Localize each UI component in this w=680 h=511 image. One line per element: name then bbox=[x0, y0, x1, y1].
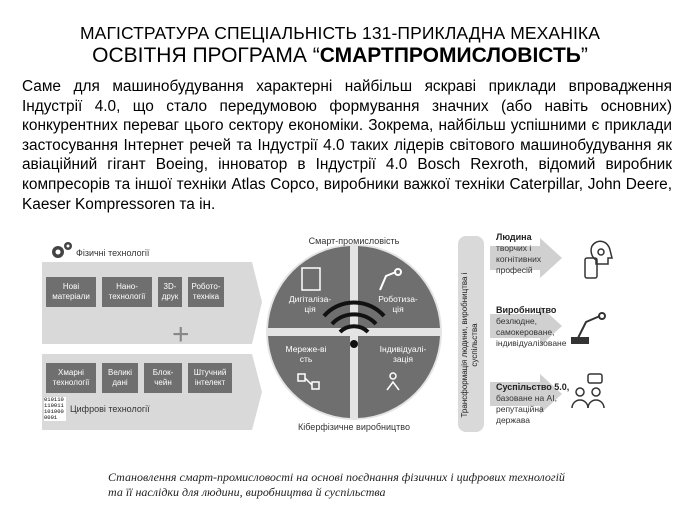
outcome-desc-line: самокероване, bbox=[496, 327, 555, 337]
digital-item: Хмарні технології bbox=[46, 363, 96, 393]
outcome-desc-line: професій bbox=[496, 265, 533, 275]
physical-item: 3D-друк bbox=[158, 277, 182, 307]
people-chat-icon bbox=[572, 374, 604, 408]
binary-code-icon: 010110 110011 101000 0001 bbox=[44, 397, 66, 421]
quadrant-label: Дигіталіза-ція bbox=[288, 294, 332, 314]
outcome-desc-line: когнітивних bbox=[496, 254, 542, 264]
body-paragraph: Саме для машинобудування характерні найбільш яскраві приклади впровадження Індустрії 4.0, що стало передумовою формування значних (або навіть основних) конкурентних переваг цього сектору економіки. Зокрема, найбільш успішними є приклади застосування Інтернет речей та Індустрії 4.0 таких лідерів світового машинобудування як авіаційний гігант Boeing, інноватор в Індустрії 4.0 Bosch Rexroth, відомий виробник компресорів та іншої техніки Atlas Copco, виробники важкої техніки Caterpillar, John Deere, Kaeser Kompressoren та ін. bbox=[22, 78, 672, 213]
smart-industry-figure bbox=[40, 232, 680, 468]
physical-item: Нові матеріали bbox=[46, 277, 96, 307]
smartphone-icon bbox=[585, 258, 597, 278]
digital-item: Штучний інтелект bbox=[188, 363, 232, 393]
outcome-desc-line: безлюдне, bbox=[496, 316, 538, 326]
outcome-desc-line: індивідуалізоване bbox=[496, 338, 567, 348]
outcome-desc-line: творчих і bbox=[496, 243, 532, 253]
quadrant-label: Індивідуалі-зація bbox=[379, 344, 427, 364]
outcome-title: Виробництво bbox=[496, 305, 557, 315]
transformation-label: Трансформація людини, виробництва і суспільства bbox=[460, 272, 479, 418]
program-title-line2 bbox=[0, 44, 680, 68]
program-title-line1: МАГІСТРАТУРА СПЕЦІАЛЬНІСТЬ 131-ПРИКЛАДНА МЕХАНІКА bbox=[80, 23, 600, 43]
figure-caption bbox=[108, 470, 608, 500]
gear-icon bbox=[52, 242, 72, 258]
title-suffix: ” bbox=[580, 44, 588, 67]
digital-item: Великі дані bbox=[102, 363, 138, 393]
center-ring bbox=[266, 244, 442, 420]
outcome-desc-line: репутаційна bbox=[496, 404, 544, 414]
industrial-robot-icon bbox=[572, 313, 605, 343]
caption-line: та її наслідки для людини, виробництва й суспільства bbox=[108, 485, 386, 499]
outcome-desc bbox=[496, 393, 557, 426]
outcome-desc-line: базоване на AI, bbox=[496, 393, 557, 403]
quadrant-label: Роботиза-ція bbox=[378, 294, 418, 314]
physical-technologies-label: Фізичні технології bbox=[76, 248, 150, 258]
program-name: СМАРТПРОМИСЛОВІСТЬ bbox=[319, 44, 581, 67]
outcome-title: Суспільство 5.0, bbox=[496, 382, 570, 392]
smart-industry-label: Смарт-промисловість bbox=[308, 236, 400, 246]
outcome-desc bbox=[496, 316, 566, 349]
outcome-desc bbox=[496, 243, 541, 276]
cyber-physical-label: Кіберфізичне виробництво bbox=[298, 422, 410, 432]
figure-graphics bbox=[40, 232, 680, 468]
physical-item: Нано-технології bbox=[102, 277, 152, 307]
outcome-desc-line: держава bbox=[496, 415, 530, 425]
head-gear-icon bbox=[591, 241, 612, 264]
caption-line: Становлення смарт-промисловості на основі поєднання фізичних і цифрових технологій bbox=[108, 470, 565, 484]
outcome-title: Людина bbox=[496, 232, 532, 242]
plus-sign: + bbox=[172, 318, 190, 351]
digital-technologies-label: Цифрові технології bbox=[70, 404, 150, 414]
quadrant-label: Мереже-вість bbox=[285, 344, 327, 364]
title-prefix: ОСВІТНЯ ПРОГРАМА “ bbox=[92, 44, 320, 67]
digital-item: Блок-чейн bbox=[144, 363, 182, 393]
physical-item: Робото-техніка bbox=[188, 277, 224, 307]
